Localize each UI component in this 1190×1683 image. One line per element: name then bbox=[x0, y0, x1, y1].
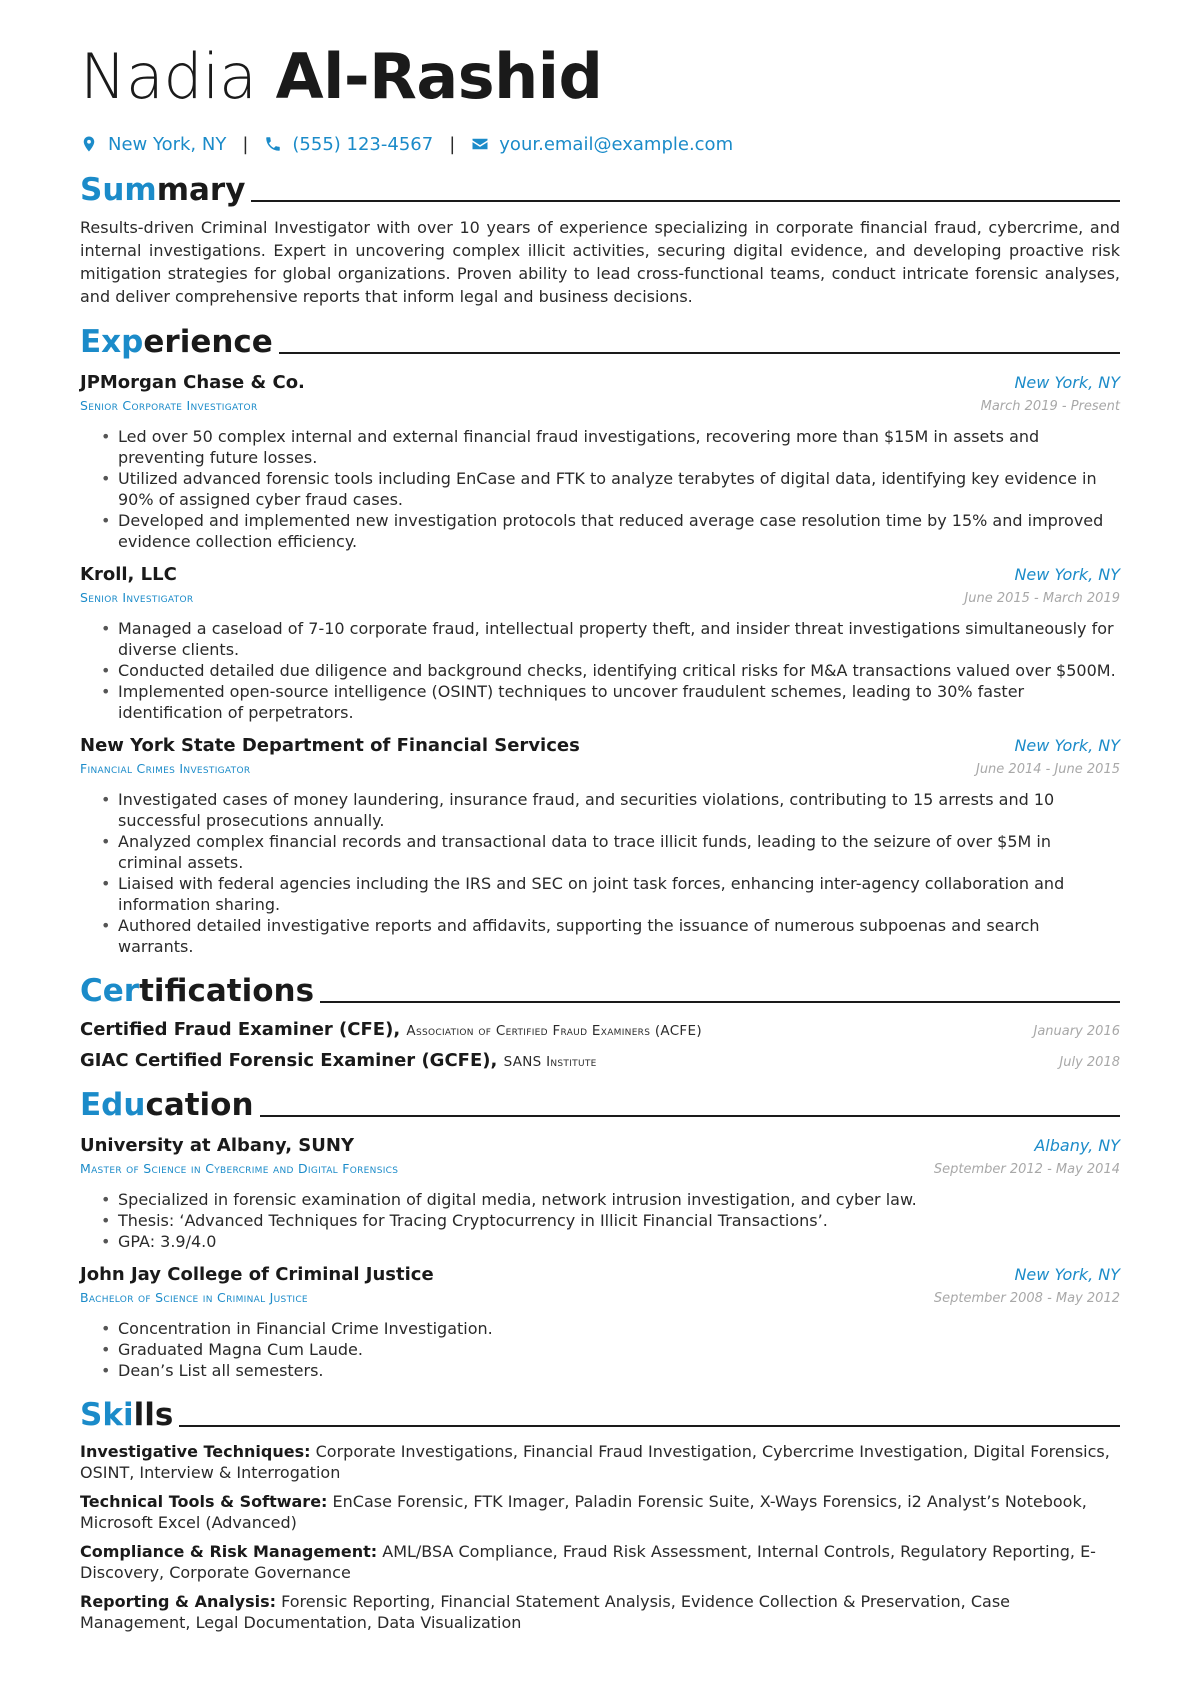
skills-heading bbox=[80, 1393, 1120, 1433]
job-title: Senior Investigator bbox=[80, 590, 194, 605]
job-location: New York, NY bbox=[1014, 736, 1120, 755]
job-title: Financial Crimes Investigator bbox=[80, 761, 251, 776]
last-name: Al-Rashid bbox=[275, 40, 603, 113]
job-dates: March 2019 - Present bbox=[980, 399, 1120, 414]
list-item: • Authored detailed investigative reports and affidavits, supporting the issuance of numerous subpoenas and search warrants. bbox=[118, 915, 1120, 957]
contact-separator: | bbox=[242, 133, 249, 155]
job-dates: June 2015 - March 2019 bbox=[964, 591, 1120, 606]
job-location: New York, NY bbox=[1014, 565, 1120, 584]
certification-item: GIAC Certified Forensic Examiner (GCFE), SANS Institute July 2018 bbox=[80, 1050, 1120, 1071]
first-name: Nadia bbox=[80, 40, 257, 113]
list-item: • Specialized in forensic examination of digital media, network intrusion investigation, and cyber law. bbox=[118, 1189, 1120, 1210]
certification-item: Certified Fraud Examiner (CFE), Association of Certified Fraud Examiners (ACFE) January 2016 bbox=[80, 1019, 1120, 1040]
education-entry bbox=[80, 1133, 1120, 1252]
skill-label: Reporting & Analysis: bbox=[80, 1592, 276, 1611]
education-entry bbox=[80, 1262, 1120, 1381]
employer-name: Kroll, LLC bbox=[80, 564, 177, 585]
skill-values: EnCase Forensic, FTK Imager, Paladin Forensic Suite, X-Ways Forensics, i2 Analyst’s Notebook, Microsoft Excel (Advanced) bbox=[80, 1492, 1087, 1532]
job-dates: June 2014 - June 2015 bbox=[975, 762, 1120, 777]
list-item: • Managed a caseload of 7-10 corporate fraud, intellectual property theft, and insider threat investigations simultaneously for diverse clients. bbox=[118, 618, 1120, 660]
section-rule bbox=[251, 200, 1120, 202]
email-text: your.email@example.com bbox=[499, 133, 734, 155]
section-title: Education bbox=[80, 1087, 254, 1123]
list-item: • Developed and implemented new investigation protocols that reduced average case resolution time by 15% and improved evidence collection efficiency. bbox=[118, 510, 1120, 552]
location-text: New York, NY bbox=[108, 133, 227, 155]
school-name: John Jay College of Criminal Justice bbox=[80, 1264, 434, 1285]
skill-values: Corporate Investigations, Financial Fraud Investigation, Cybercrime Investigation, Digital Forensics, OSINT, Interview & Interrogation bbox=[80, 1442, 1110, 1482]
bullet-list bbox=[80, 1189, 1120, 1252]
experience-entry bbox=[80, 733, 1120, 957]
summary-section bbox=[80, 168, 1120, 308]
list-item: • Led over 50 complex internal and external financial fraud investigations, recovering more than $15M in assets and preventing future losses. bbox=[118, 426, 1120, 468]
study-dates: September 2008 - May 2012 bbox=[933, 1291, 1120, 1306]
skill-row bbox=[80, 1591, 1120, 1633]
contact-email[interactable] bbox=[471, 134, 733, 155]
school-name: University at Albany, SUNY bbox=[80, 1135, 354, 1156]
contact-line bbox=[80, 132, 1120, 156]
school-location: New York, NY bbox=[1014, 1265, 1120, 1284]
contact-phone[interactable] bbox=[264, 134, 433, 155]
list-item: • Dean’s List all semesters. bbox=[118, 1360, 1120, 1381]
skill-values: Forensic Reporting, Financial Statement Analysis, Evidence Collection & Preservation, Case Management, Legal Documentation, Data Visualization bbox=[80, 1592, 1010, 1632]
section-rule bbox=[260, 1115, 1120, 1117]
skill-label: Investigative Techniques: bbox=[80, 1442, 311, 1461]
list-item: • Liaised with federal agencies including the IRS and SEC on joint task forces, enhancing inter-agency collaboration and information sharing. bbox=[118, 873, 1120, 915]
experience-entry bbox=[80, 370, 1120, 552]
candidate-name bbox=[80, 40, 1120, 114]
employer-name: New York State Department of Financial Services bbox=[80, 735, 580, 756]
job-location: New York, NY bbox=[1014, 373, 1120, 392]
certification-date: July 2018 bbox=[1059, 1055, 1120, 1070]
bullet-list bbox=[80, 789, 1120, 957]
list-item: • Thesis: ‘Advanced Techniques for Tracing Cryptocurrency in Illicit Financial Transactions’. bbox=[118, 1210, 1120, 1231]
section-rule bbox=[320, 1001, 1120, 1003]
phone-text: (555) 123-4567 bbox=[292, 133, 434, 155]
phone-icon bbox=[264, 135, 282, 153]
certification-name: Certified Fraud Examiner (CFE) bbox=[80, 1019, 394, 1040]
list-item: • Analyzed complex financial records and transactional data to trace illicit funds, leading to the seizure of over $5M in criminal assets. bbox=[118, 831, 1120, 873]
section-title: Skills bbox=[80, 1397, 174, 1433]
bullet-list bbox=[80, 426, 1120, 552]
list-item: • GPA: 3.9/4.0 bbox=[118, 1231, 1120, 1252]
certification-issuer: SANS Institute bbox=[503, 1054, 597, 1070]
bullet-list bbox=[80, 618, 1120, 723]
list-item: • Utilized advanced forensic tools including EnCase and FTK to analyze terabytes of digital data, identifying key evidence in 90% of assigned cyber fraud cases. bbox=[118, 468, 1120, 510]
experience-heading bbox=[80, 320, 1120, 360]
map-marker-icon bbox=[80, 135, 98, 153]
summary-text: Results-driven Criminal Investigator with over 10 years of experience specializing in corporate financial fraud, cybercrime, and internal investigations. Expert in uncovering complex illicit activities, securing digital evidence, and developing proactive risk mitigation strategies for global organizations. Proven ability to lead cross-functional teams, conduct intricate forensic analyses, and deliver comprehensive reports that inform legal and business decisions. bbox=[80, 218, 1120, 306]
section-rule bbox=[279, 352, 1120, 354]
list-item: • Investigated cases of money laundering, insurance fraud, and securities violations, contributing to 15 arrests and 10 successful prosecutions annually. bbox=[118, 789, 1120, 831]
certification-issuer: Association of Certified Fraud Examiners (ACFE) bbox=[406, 1023, 702, 1039]
summary-heading bbox=[80, 168, 1120, 208]
skill-row bbox=[80, 1441, 1120, 1483]
experience-entry bbox=[80, 562, 1120, 723]
skill-row bbox=[80, 1541, 1120, 1583]
experience-section bbox=[80, 320, 1120, 957]
degree-title: Bachelor of Science in Criminal Justice bbox=[80, 1290, 308, 1305]
school-location: Albany, NY bbox=[1034, 1136, 1120, 1155]
skills-section bbox=[80, 1393, 1120, 1633]
education-section bbox=[80, 1083, 1120, 1381]
certification-date: January 2016 bbox=[1033, 1024, 1120, 1039]
degree-title: Master of Science in Cybercrime and Digital Forensics bbox=[80, 1161, 399, 1176]
bullet-list bbox=[80, 1318, 1120, 1381]
contact-location bbox=[80, 134, 226, 155]
list-item: • Conducted detailed due diligence and background checks, identifying critical risks for M&A transactions valued over $500M. bbox=[118, 660, 1120, 681]
contact-separator: | bbox=[449, 133, 456, 155]
list-item: • Graduated Magna Cum Laude. bbox=[118, 1339, 1120, 1360]
certifications-section bbox=[80, 969, 1120, 1071]
employer-name: JPMorgan Chase & Co. bbox=[80, 372, 305, 393]
skill-label: Technical Tools & Software: bbox=[80, 1492, 328, 1511]
section-rule bbox=[179, 1425, 1120, 1427]
list-item: • Implemented open-source intelligence (OSINT) techniques to uncover fraudulent schemes, leading to 30% faster identification of perpetrators. bbox=[118, 681, 1120, 723]
certifications-heading bbox=[80, 969, 1120, 1009]
list-item: • Concentration in Financial Crime Investigation. bbox=[118, 1318, 1120, 1339]
section-title: Certifications bbox=[80, 973, 315, 1009]
envelope-icon bbox=[471, 135, 489, 153]
skill-label: Compliance & Risk Management: bbox=[80, 1542, 378, 1561]
section-title: Summary bbox=[80, 172, 246, 208]
education-heading bbox=[80, 1083, 1120, 1123]
job-title: Senior Corporate Investigator bbox=[80, 398, 258, 413]
certification-name: GIAC Certified Forensic Examiner (GCFE) bbox=[80, 1050, 491, 1071]
section-title: Experience bbox=[80, 324, 273, 360]
skill-row bbox=[80, 1491, 1120, 1533]
skill-values: AML/BSA Compliance, Fraud Risk Assessment, Internal Controls, Regulatory Reporting, E-Discovery, Corporate Governance bbox=[80, 1542, 1096, 1582]
study-dates: September 2012 - May 2014 bbox=[933, 1162, 1120, 1177]
